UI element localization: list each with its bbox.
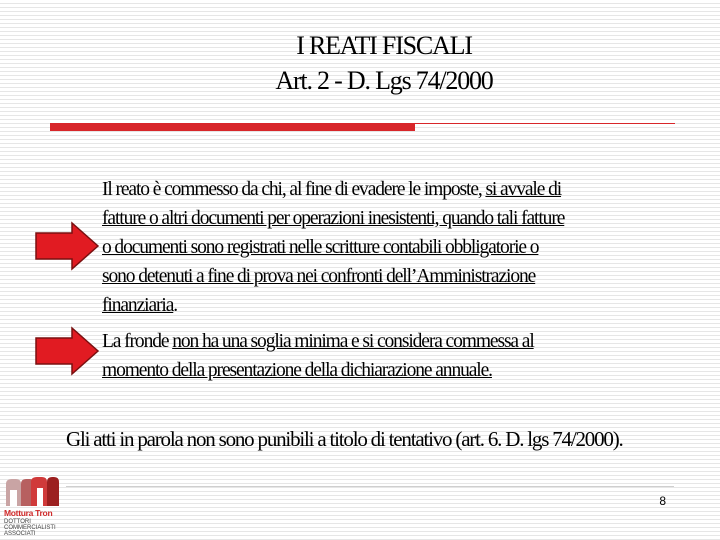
red-arrow-icon <box>34 221 100 271</box>
logo-mm-icon <box>4 476 60 508</box>
footer-divider <box>66 486 674 487</box>
para1-line-5: finanziaria. <box>102 295 178 316</box>
logo-name: Mottura Tron <box>4 508 53 518</box>
title-line-1: I REATI FISCALI <box>296 31 472 60</box>
title-line-2: Art. 2 - D. Lgs 74/2000 <box>275 66 493 95</box>
reato-definition-paragraph <box>102 175 668 320</box>
red-arrow-icon <box>34 326 100 376</box>
para1-line-2: fatture o altri documenti per operazioni inesistenti, quando tali fatture <box>102 208 565 229</box>
logo-subtitle: DOTTORI COMMERCIALISTI ASSOCIATI <box>4 519 56 537</box>
para2-line-2: momento della presentazione della dichiarazione annuale. <box>102 360 492 381</box>
title-divider-bar <box>50 123 415 131</box>
tentativo-note: Gli atti in parola non sono punibili a titolo di tentativo (art. 6. D. lgs 74/2000). <box>66 427 623 451</box>
para1-line-4: sono detenuti a fine di prova nei confronti dell’Amministrazione <box>102 266 536 287</box>
para2-line-1: La fronde non ha una soglia minima e si considera commessa al <box>102 331 534 352</box>
mottura-tron-logo <box>0 476 64 540</box>
page-number: 8 <box>659 494 666 508</box>
para1-line-3: o documenti sono registrati nelle scritture contabili obbligatorie o <box>102 237 539 258</box>
para1-line-1: Il reato è commesso da chi, al fine di evadere le imposte, si avvale di <box>102 179 562 200</box>
soglia-paragraph <box>102 327 668 385</box>
slide-title <box>0 28 720 98</box>
